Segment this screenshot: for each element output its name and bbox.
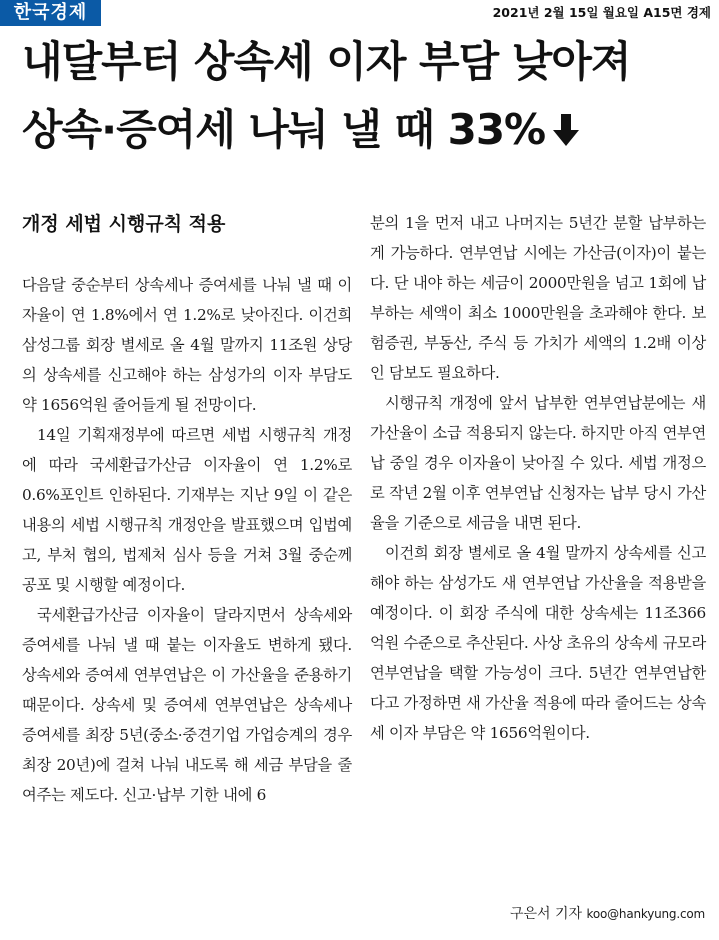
down-arrow-icon	[551, 108, 581, 160]
reporter-email: koo@hankyung.com	[586, 907, 705, 921]
masthead	[0, 0, 719, 28]
byline	[510, 903, 705, 923]
reporter-name: 구은서 기자	[510, 906, 583, 922]
article-column-left	[22, 270, 352, 810]
headline-line-2	[22, 104, 581, 160]
headline-line-2-text: 상속·증여세 나눠 낼 때 33%	[22, 105, 546, 154]
paragraph: 이건희 회장 별세로 올 4월 말까지 상속세를 신고해야 하는 삼성가도 새 연부연납 가산율을 적용받을 예정이다. 이 회장 주식에 대한 상속세는 11조366억원 수준으로 추산된다. 사상 초유의 상속세 규모라 연부연납을 택할 가능성이 크다. 5년간 연부연납한다고 가정하면 새 가산율 적용에 따라 줄어드는 상속세 이자 부담은 약 1656억원이다.	[370, 544, 706, 742]
subheadline: 개정 세법 시행규칙 적용	[22, 213, 226, 235]
article-column-right	[370, 208, 706, 748]
paragraph: 14일 기획재정부에 따르면 세법 시행규칙 개정에 따라 국세환급가산금 이자율이 연 1.2%로 0.6%포인트 인하된다. 기재부는 지난 9일 이 같은 내용의 세법 시행규칙 개정안을 발표했으며 입법예고, 부처 협의, 법제처 심사 등을 거쳐 3월 중순께 공포 및 시행할 예정이다.	[22, 426, 352, 594]
paragraph: 다음달 중순부터 상속세나 증여세를 나눠 낼 때 이자율이 연 1.8%에서 연 1.2%로 낮아진다. 이건희 삼성그룹 회장 별세로 올 4월 말까지 11조원 상당의 상속세를 신고해야 하는 삼성가의 이자 부담도 약 1656억원 줄어들게 될 전망이다.	[22, 276, 352, 414]
paragraph: 국세환급가산금 이자율이 달라지면서 상속세와 증여세를 나눠 낼 때 붙는 이자율도 변하게 됐다. 상속세와 증여세 연부연납은 이 가산율을 준용하기 때문이다. 상속세 및 증여세 연부연납은 상속세나 증여세를 최장 5년(중소·중견기업 가업승계의 경우 최장 20년)에 걸쳐 나눠 내도록 해 세금 부담을 줄여주는 제도다. 신고·납부 기한 내에 6	[22, 606, 352, 804]
headline-line-1	[22, 36, 631, 88]
newspaper-logo: 한국경제	[0, 0, 101, 26]
paragraph: 시행규칙 개정에 앞서 납부한 연부연납분에는 새 가산율이 소급 적용되지 않는다. 하지만 아직 연부연납 중일 경우 이자율이 낮아질 수 있다. 세법 개정으로 작년 2월 이후 연부연납 신청자는 납부 당시 가산율을 기준으로 세금을 내면 된다.	[370, 394, 706, 532]
headline-line-1-text: 내달부터 상속세 이자 부담 낮아져	[22, 37, 631, 86]
paragraph: 분의 1을 먼저 내고 나머지는 5년간 분할 납부하는 게 가능하다. 연부연납 시에는 가산금(이자)이 붙는다. 단 내야 하는 세금이 2000만원을 넘고 1회에 납부하는 세액이 최소 1000만원을 초과해야 한다. 보험증권, 부동산, 주식 등 가치가 세액의 1.2배 이상인 담보도 필요하다.	[370, 214, 706, 382]
dateline: 2021년 2월 15일 월요일 A15면 경제	[492, 5, 711, 20]
